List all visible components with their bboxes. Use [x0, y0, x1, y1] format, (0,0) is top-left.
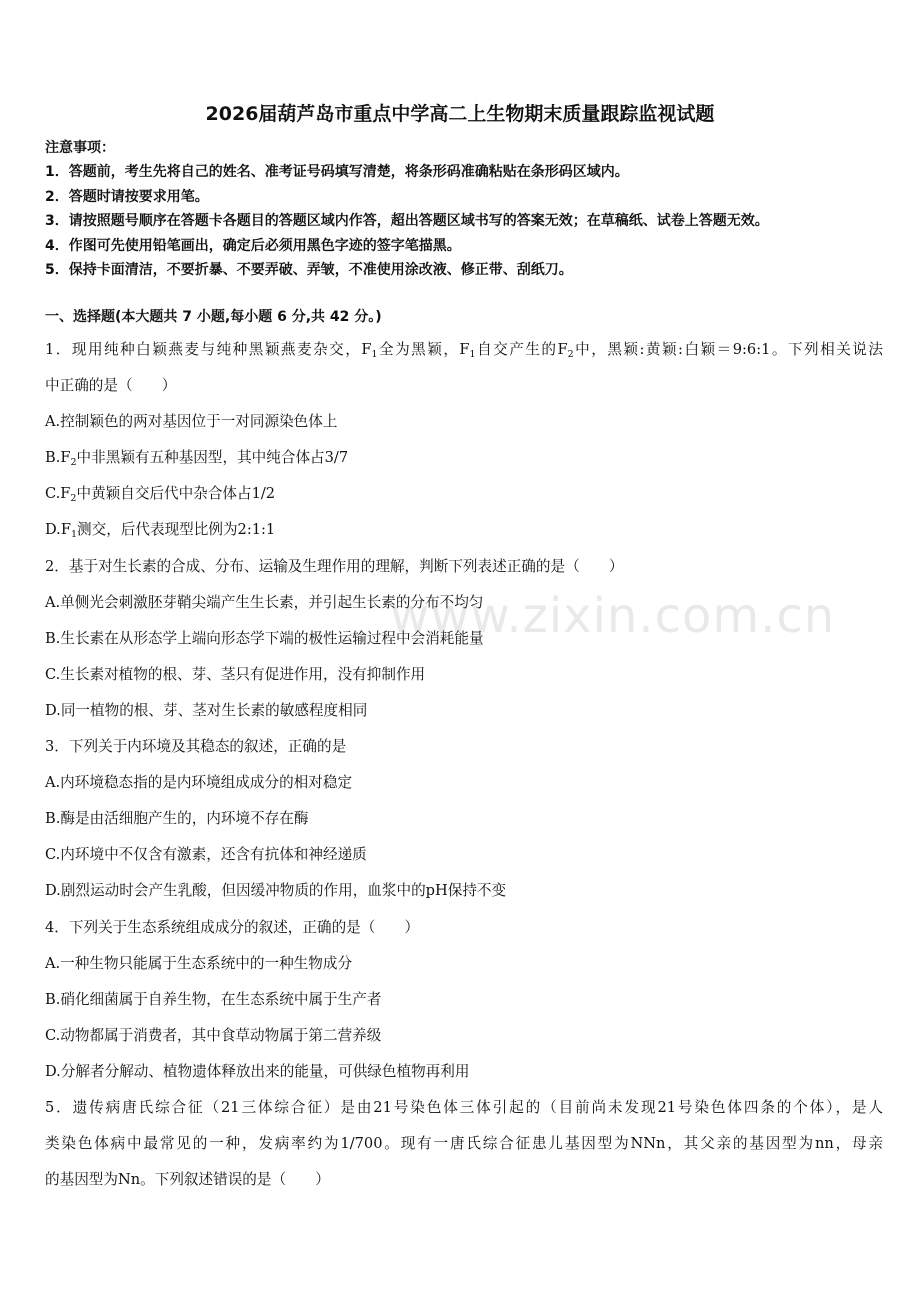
question-5-stem-line: 5．遗传病唐氏综合征（21三体综合征）是由21号染色体三体引起的（目前尚未发现21号染色体四条的个体），是人: [45, 1098, 883, 1116]
question-2-option-a: A.单侧光会刺激胚芽鞘尖端产生生长素，并引起生长素的分布不均匀: [45, 593, 484, 611]
notice-item: 1．答题前，考生先将自己的姓名、准考证号码填写清楚，将条形码准确粘贴在条形码区域内。: [45, 164, 629, 181]
watermark: www.zixin.com.cn: [390, 588, 836, 644]
question-5-stem-line: 类染色体病中最常见的一种，发病率约为1/700。现有一唐氏综合征患儿基因型为NNn，其父亲的基因型为nn，母亲: [45, 1135, 883, 1153]
question-3-option-c: C.内环境中不仅含有激素，还含有抗体和神经递质: [45, 846, 367, 864]
question-5-stem-line: 的基因型为Nn。下列叙述错误的是（ ）: [45, 1171, 330, 1189]
question-1-stem-line: 1．现用纯种白颖燕麦与纯种黑颖燕麦杂交，$F_1$全为黑颖，$F_1$自交产生的$F_2$中，黑颖:黄颖:白颖＝9:6:1。下列相关说法: [45, 341, 883, 360]
page-title: 2026届葫芦岛市重点中学高二上生物期末质量跟踪监视试题: [205, 103, 715, 125]
question-2-option-b: B.生长素在从形态学上端向形态学下端的极性运输过程中会消耗能量: [45, 629, 484, 647]
question-4-option-b: B.硝化细菌属于自养生物，在生态系统中属于生产者: [45, 990, 382, 1008]
question-1-option-c: $C.F_2$中黄颖自交后代中杂合体占1/2: [45, 485, 276, 505]
question-2-option-c: C.生长素对植物的根、芽、茎只有促进作用，没有抑制作用: [45, 665, 426, 683]
question-4-option-c: C.动物都属于消费者，其中食草动物属于第二营养级: [45, 1026, 382, 1044]
notice-item: 3．请按照题号顺序在答题卡各题目的答题区域内作答，超出答题区域书写的答案无效；在草稿纸、试卷上答题无效。: [45, 213, 769, 230]
question-4-option-a: A.一种生物只能属于生态系统中的一种生物成分: [45, 954, 353, 972]
questions: [45, 332, 883, 1198]
notice-heading: 注意事项：: [45, 140, 115, 156]
question-4-option-d: D.分解者分解动、植物遗体释放出来的能量，可供绿色植物再利用: [45, 1062, 470, 1080]
question-3-option-a: A.内环境稳态指的是内环境组成成分的相对稳定: [45, 774, 353, 792]
notice-item: 5．保持卡面清洁，不要折暴、不要弄破、弄皱，不准使用涂改液、修正带、刮纸刀。: [45, 262, 573, 279]
notice-item: 4．作图可先使用铅笔画出，确定后必须用黑色字迹的签字笔描黑。: [45, 237, 461, 254]
question-2-option-d: D.同一植物的根、芽、茎对生长素的敏感程度相同: [45, 701, 368, 719]
question-3-option-d: D.剧烈运动时会产生乳酸，但因缓冲物质的作用，血浆中的pH保持不变: [45, 882, 507, 900]
question-1-option-a: A.控制颖色的两对基因位于一对同源染色体上: [45, 413, 338, 431]
question-1-option-d: $D.F_1$测交，后代表现型比例为2:1:1: [45, 521, 276, 541]
question-3-stem: 3．下列关于内环境及其稳态的叙述，正确的是: [45, 738, 347, 756]
question-1-stem-line: 中正确的是（ ）: [45, 377, 177, 395]
question-2-stem: 2．基于对生长素的合成、分布、运输及生理作用的理解，判断下列表述正确的是（ ）: [45, 557, 624, 575]
notice-item: 2．答题时请按要求用笔。: [45, 188, 209, 205]
section-heading: 一、选择题(本大题共 7 小题,每小题 6 分,共 42 分。): [45, 309, 382, 325]
question-1-option-b: $B.F_2$中非黑颖有五种基因型，其中纯合体占3/7: [45, 449, 349, 469]
notice-block: [45, 136, 885, 282]
question-4-stem: 4．下列关于生态系统组成成分的叙述，正确的是（ ）: [45, 918, 420, 936]
question-3-option-b: B.酶是由活细胞产生的，内环境不存在酶: [45, 810, 309, 828]
